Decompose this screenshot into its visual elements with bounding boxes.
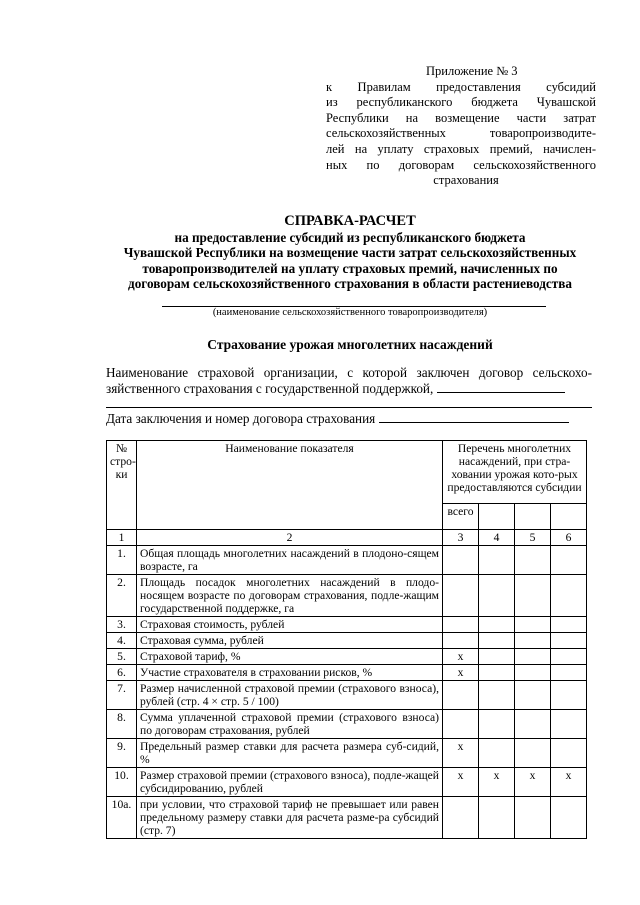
row-number: 10а.: [107, 797, 137, 839]
table-row: [107, 546, 587, 575]
header-cell-4: [479, 504, 515, 530]
row-value-col6[interactable]: [551, 649, 587, 665]
annex-line: к Правилам предоставления субсидий: [326, 79, 596, 94]
row-indicator: Страховая сумма, рублей: [137, 633, 443, 649]
row-value-col4[interactable]: [479, 633, 515, 649]
row-value-col6[interactable]: [551, 710, 587, 739]
header-cell-5: [515, 504, 551, 530]
column-number: 1: [107, 530, 137, 546]
title-line: на предоставление субсидий из республиканского бюджета: [174, 229, 526, 245]
row-number: 1.: [107, 546, 137, 575]
row-value-col6[interactable]: [551, 633, 587, 649]
row-value-col6[interactable]: [551, 546, 587, 575]
row-indicator: Участие страхователя в страховании рисков, %: [137, 665, 443, 681]
table-header-row: [107, 441, 587, 504]
header-cell-6: [551, 504, 587, 530]
row-number: 10.: [107, 768, 137, 797]
row-value-col5[interactable]: [515, 739, 551, 768]
table-row: [107, 710, 587, 739]
row-indicator: Сумма уплаченной страховой премии (страхового взноса) по договорам страхования, рублей: [137, 710, 443, 739]
title-main: СПРАВКА-РАСЧЕТ: [284, 213, 416, 229]
row-value-col4[interactable]: [479, 710, 515, 739]
row-value-col5[interactable]: x: [515, 768, 551, 797]
table-row: [107, 649, 587, 665]
column-number: 4: [479, 530, 515, 546]
table-row: [107, 665, 587, 681]
row-indicator: Предельный размер ставки для расчета размера суб-сидий, %: [137, 739, 443, 768]
row-value-col6[interactable]: [551, 617, 587, 633]
contract-date-field[interactable]: [379, 410, 569, 423]
row-indicator: Страховой тариф, %: [137, 649, 443, 665]
row-value-col5[interactable]: [515, 665, 551, 681]
row-indicator: при условии, что страховой тариф не превышает или равен предельному размеру ставки для расчета разме-ра субсидий (стр. 7): [137, 797, 443, 839]
row-value-total[interactable]: [443, 546, 479, 575]
row-value-total[interactable]: [443, 710, 479, 739]
title-line: товаропроизводителей на уплату страховых премий, начисленных по: [142, 260, 558, 276]
header-total: всего: [443, 504, 479, 530]
table-row: [107, 681, 587, 710]
row-value-total[interactable]: x: [443, 768, 479, 797]
insurer-field[interactable]: [437, 381, 565, 393]
row-value-col4[interactable]: [479, 649, 515, 665]
row-value-col5[interactable]: [515, 575, 551, 617]
row-value-col4[interactable]: [479, 681, 515, 710]
annex-line: Республики на возмещение части затрат: [326, 110, 596, 125]
table-row: [107, 739, 587, 768]
row-value-col6[interactable]: [551, 797, 587, 839]
row-number: 5.: [107, 649, 137, 665]
row-indicator: Размер начисленной страховой премии (страхового взноса), рублей (стр. 4 × стр. 5 / 100): [137, 681, 443, 710]
row-value-col5[interactable]: [515, 681, 551, 710]
row-indicator: Страховая стоимость, рублей: [137, 617, 443, 633]
row-number: 9.: [107, 739, 137, 768]
row-value-col4[interactable]: [479, 797, 515, 839]
annex-line: страхования: [433, 173, 499, 188]
header-row-number: № стро-ки: [107, 441, 137, 530]
table-row: [107, 797, 587, 839]
title-line: договорам сельскохозяйственного страхования в области растениеводства: [128, 276, 572, 291]
row-value-col4[interactable]: [479, 665, 515, 681]
row-value-col5[interactable]: [515, 546, 551, 575]
table-row: [107, 633, 587, 649]
insurer-text: Наименование страховой организации, с которой заключен договор сельскохо-зяйственного страхования с государственной поддержкой,: [106, 365, 592, 396]
annex-number: Приложение № 3: [426, 64, 518, 78]
table-row: [107, 575, 587, 617]
row-value-col4[interactable]: [479, 617, 515, 633]
row-indicator: Размер страховой премии (страхового взноса), подле-жащей субсидированию, рублей: [137, 768, 443, 797]
row-value-total[interactable]: [443, 633, 479, 649]
org-name-caption: (наименование сельскохозяйственного товаропроизводителя): [212, 307, 488, 318]
row-number: 6.: [107, 665, 137, 681]
table-body: [107, 546, 587, 839]
header-indicator-name: Наименование показателя: [137, 441, 443, 530]
annex-line: ных по договорам сельскохозяйственного: [326, 157, 596, 172]
row-value-col4[interactable]: [479, 546, 515, 575]
row-number: 7.: [107, 681, 137, 710]
column-numbers-row: [107, 530, 587, 546]
row-value-total[interactable]: [443, 797, 479, 839]
table-row: [107, 768, 587, 797]
row-number: 8.: [107, 710, 137, 739]
document-title: [100, 214, 600, 292]
annex-line: сельскохозяйственных товаропроизводите-: [326, 126, 596, 141]
row-value-col6[interactable]: x: [551, 768, 587, 797]
column-number: 3: [443, 530, 479, 546]
row-indicator: Общая площадь многолетних насаждений в плодоно-сящем возрасте, га: [137, 546, 443, 575]
row-value-col5[interactable]: [515, 797, 551, 839]
column-number: 2: [137, 530, 443, 546]
row-value-total[interactable]: [443, 575, 479, 617]
table-row: [107, 617, 587, 633]
row-value-total[interactable]: x: [443, 665, 479, 681]
row-value-total[interactable]: x: [443, 739, 479, 768]
row-number: 2.: [107, 575, 137, 617]
annex-line: лей на уплату страховых премий, начислен-: [326, 141, 596, 156]
column-number: 5: [515, 530, 551, 546]
annex-block: [326, 64, 596, 189]
row-value-col5[interactable]: [515, 649, 551, 665]
row-value-col4[interactable]: [479, 575, 515, 617]
title-line: Чувашской Республики на возмещение части затрат сельскохозяйственных: [123, 245, 577, 260]
row-indicator: Площадь посадок многолетних насаждений в плодо-носящем возрасте по договорам страхования, подле-жащим государственной поддержке, га: [137, 575, 443, 617]
contract-date-label: Дата заключения и номер договора страхования: [106, 411, 376, 426]
annex-line: из республиканского бюджета Чувашской: [326, 95, 596, 110]
row-value-col6[interactable]: [551, 739, 587, 768]
row-value-col4[interactable]: x: [479, 768, 515, 797]
column-number: 6: [551, 530, 587, 546]
calculation-table: [106, 440, 587, 839]
row-value-col6[interactable]: [551, 665, 587, 681]
insurer-field-line[interactable]: [106, 407, 592, 408]
row-value-col5[interactable]: [515, 633, 551, 649]
row-value-col4[interactable]: [479, 739, 515, 768]
row-value-col6[interactable]: [551, 681, 587, 710]
section-subtitle: Страхование урожая многолетних насаждений: [207, 337, 493, 352]
row-value-col5[interactable]: [515, 617, 551, 633]
row-value-col6[interactable]: [551, 575, 587, 617]
row-number: 4.: [107, 633, 137, 649]
insurer-paragraph: [106, 365, 592, 397]
row-value-col5[interactable]: [515, 710, 551, 739]
contract-date-row: [106, 410, 592, 427]
row-value-total[interactable]: [443, 681, 479, 710]
row-value-total[interactable]: x: [443, 649, 479, 665]
row-value-total[interactable]: [443, 617, 479, 633]
row-number: 3.: [107, 617, 137, 633]
header-plantings-list: Перечень многолетних насаждений, при стра-ховании урожая кото-рых предоставляются субсидии: [443, 441, 587, 504]
